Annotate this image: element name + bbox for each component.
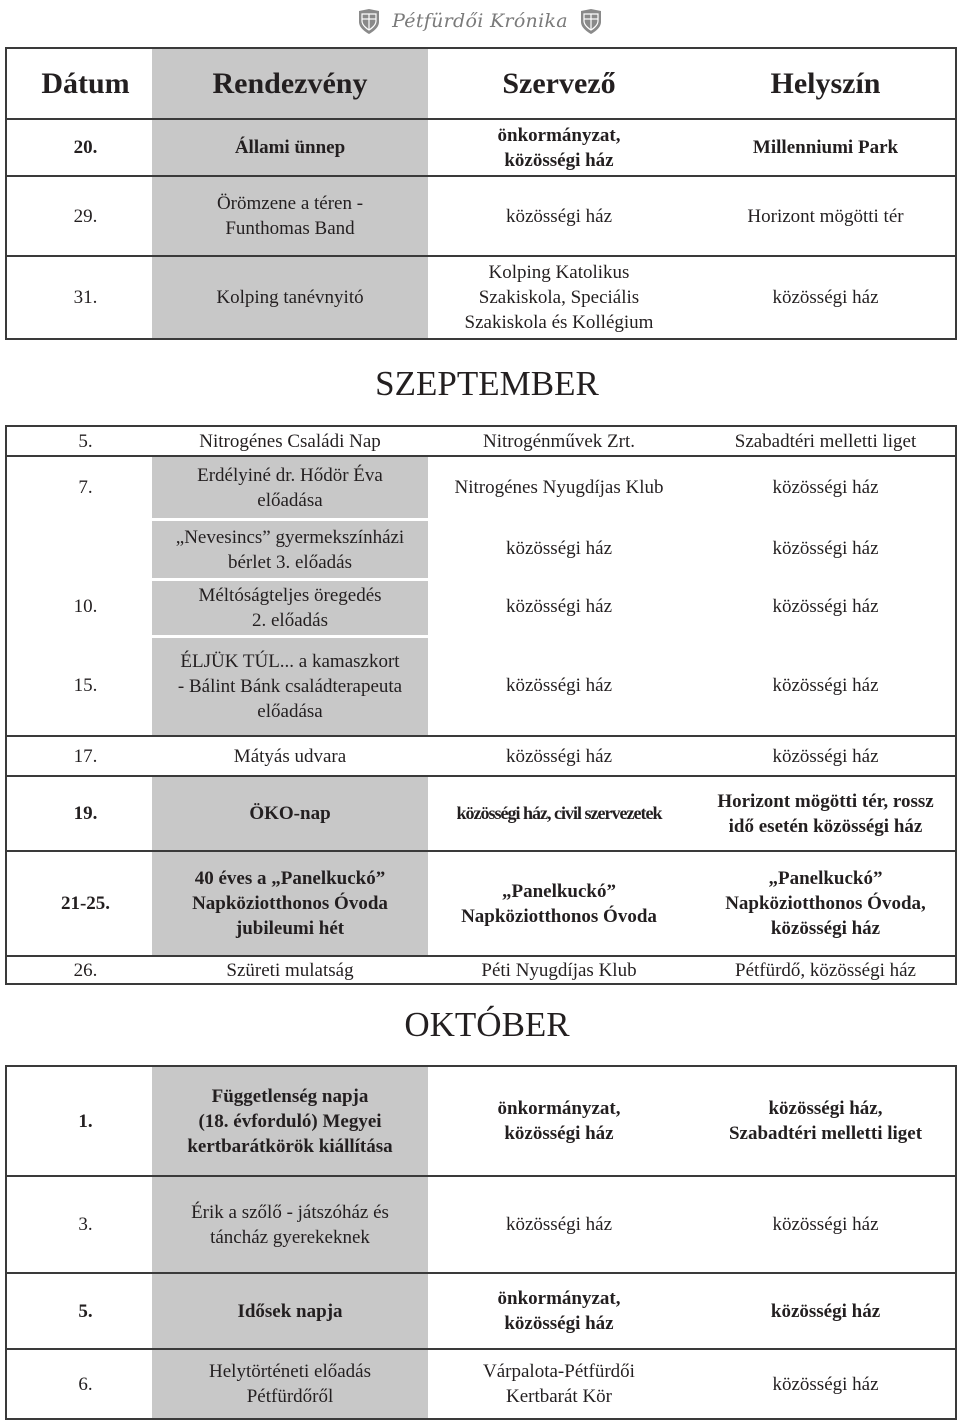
table-row	[7, 455, 955, 518]
table-row	[7, 955, 955, 983]
event-date: 5.	[78, 1300, 93, 1322]
event-name: Kolping tanévnyitó	[152, 257, 428, 338]
event-date: 31.	[73, 287, 98, 308]
event-date: 20.	[73, 137, 98, 158]
table-row	[7, 175, 955, 255]
event-organizer: Várpalota-Pétfürdői Kertbarát Kör	[483, 1361, 635, 1407]
event-organizer: Péti Nyugdíjas Klub	[481, 959, 637, 981]
event-date	[7, 518, 152, 578]
table-row	[7, 518, 955, 578]
event-organizer: Nitrogénes Nyugdíjas Klub	[454, 477, 664, 498]
event-name: Mátyás udvara	[233, 745, 347, 767]
column-header-organizer: Szervező	[502, 66, 616, 100]
event-organizer-cell	[428, 777, 690, 850]
event-venue: közösségi ház	[772, 1373, 879, 1395]
event-venue: Horizont mögötti tér	[747, 205, 904, 227]
event-organizer: önkormányzat, közösségi ház	[497, 1288, 621, 1334]
event-organizer: önkormányzat, közösségi ház	[497, 124, 621, 171]
event-venue: „Panelkuckó” Napköziotthonos Óvoda, közösségi ház	[725, 868, 926, 939]
event-venue: Horizont mögötti tér, rossz idő esetén közösségi ház	[717, 790, 934, 837]
event-name: Erdélyiné dr. Hődör Éva előadása	[152, 457, 428, 518]
crest-icon	[580, 8, 602, 35]
event-name: Állami ünnep	[152, 120, 428, 175]
table-row	[7, 255, 955, 338]
event-venue: közösségi ház	[772, 596, 879, 617]
event-venue: közösségi ház, Szabadtéri melletti liget	[728, 1098, 923, 1144]
event-date: 7.	[78, 477, 93, 498]
event-date: 10.	[73, 596, 98, 617]
event-date: 26.	[73, 959, 98, 981]
event-name: Függetlenség napja (18. évforduló) Megyei kertbarátkörök kiállítása	[152, 1067, 428, 1175]
event-venue: közösségi ház	[772, 287, 879, 308]
event-date: 19.	[73, 803, 98, 824]
column-header-venue: Helyszín	[770, 66, 881, 100]
masthead-title: Pétfürdői Krónika	[392, 10, 568, 32]
table-row	[7, 1175, 955, 1272]
table-row	[7, 578, 955, 635]
event-organizer: közösségi ház	[505, 205, 613, 227]
event-date: 29.	[73, 205, 98, 227]
event-organizer: közösségi ház	[505, 1214, 613, 1235]
table-row	[7, 635, 955, 735]
event-venue: közösségi ház	[772, 745, 879, 767]
event-organizer: közösségi ház	[505, 537, 613, 559]
event-date: 15.	[73, 674, 98, 696]
table-row	[7, 1272, 955, 1348]
event-date: 6.	[78, 1373, 93, 1395]
event-organizer: Nitrogénművek Zrt.	[483, 430, 635, 452]
event-venue: közösségi ház	[772, 1214, 879, 1235]
event-organizer: „Panelkuckó” Napköziotthonos Óvoda	[461, 880, 657, 927]
event-name: Helytörténeti előadás Pétfürdőről	[152, 1350, 428, 1418]
event-name: Örömzene a téren - Funthomas Band	[152, 177, 428, 255]
table-row	[7, 850, 955, 955]
event-date: 21-25.	[60, 893, 111, 914]
event-date: 5.	[78, 430, 93, 452]
event-name: „Nevesincs” gyermekszínházi bérlet 3. előadás	[152, 518, 428, 578]
events-table-september	[5, 425, 957, 985]
table-row	[7, 735, 955, 775]
event-name: Nitrogénes Családi Nap	[199, 430, 381, 452]
events-table-top	[5, 47, 957, 340]
event-venue: közösségi ház	[772, 537, 879, 559]
event-name: Méltóságteljes öregedés 2. előadás	[152, 578, 428, 635]
event-organizer: önkormányzat, közösségi ház	[497, 1098, 621, 1144]
event-name: Érik a szőlő - játszóház és táncház gyerekeknek	[152, 1177, 428, 1272]
table-row	[7, 118, 955, 175]
table-header-row	[7, 49, 955, 118]
event-venue: Pétfürdő, közösségi ház	[735, 959, 916, 981]
event-venue: közösségi ház	[772, 477, 879, 498]
month-heading: SZEPTEMBER	[375, 364, 599, 403]
event-organizer: közösségi ház, civil szervezetek	[456, 803, 662, 823]
events-table-october	[5, 1065, 957, 1420]
event-name: ÉLJÜK TÚL... a kamaszkort - Bálint Bánk családterapeuta előadása	[152, 635, 428, 735]
event-name: Idősek napja	[152, 1274, 428, 1348]
event-name: 40 éves a „Panelkuckó” Napköziotthonos Óvoda jubileumi hét	[152, 852, 428, 955]
table-row	[7, 1348, 955, 1418]
event-venue: Millenniumi Park	[752, 137, 899, 158]
event-date: 1.	[78, 1110, 93, 1132]
month-heading: OKTÓBER	[404, 1005, 570, 1044]
event-organizer: Kolping Katolikus Szakiskola, Speciális Szakiskola és Kollégium	[464, 262, 654, 333]
crest-icon	[358, 8, 380, 35]
event-name: ÖKO-nap	[152, 777, 428, 850]
event-venue: közösségi ház	[770, 1300, 881, 1322]
table-row	[7, 775, 955, 850]
event-organizer: közösségi ház	[505, 596, 613, 617]
event-date: 3.	[78, 1214, 93, 1235]
masthead	[0, 2, 960, 40]
event-venue: közösségi ház	[772, 674, 879, 696]
event-organizer: közösségi ház	[505, 674, 613, 696]
event-name: Szüreti mulatság	[226, 959, 354, 981]
event-date: 17.	[73, 745, 98, 767]
event-organizer: közösségi ház	[505, 745, 613, 767]
column-header-date: Dátum	[41, 66, 130, 100]
event-venue: Szabadtéri melletti liget	[734, 430, 917, 452]
table-row	[7, 1067, 955, 1175]
column-header-event: Rendezvény	[152, 49, 428, 118]
table-row	[7, 427, 955, 455]
